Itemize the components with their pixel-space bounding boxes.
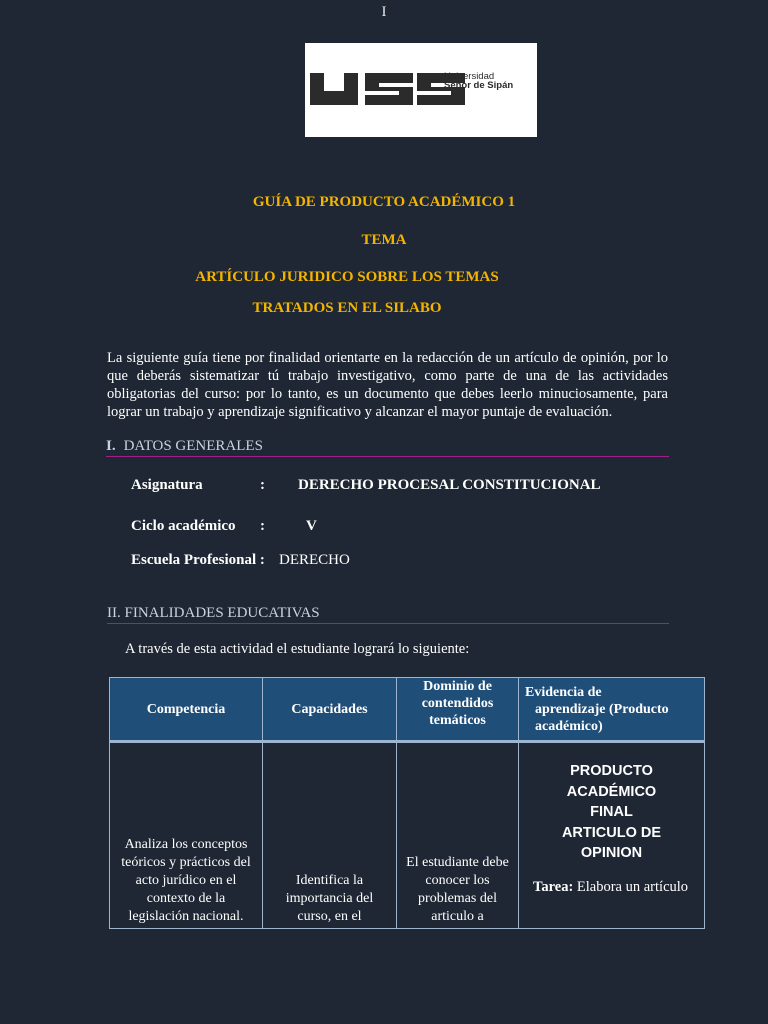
section-title: DATOS GENERALES (123, 438, 263, 454)
section-number: I. (106, 438, 116, 454)
section-datos-generales (106, 438, 669, 457)
intro-paragraph: La siguiente guía tiene por finalidad orientarte en la redacción de un artículo de opinión, por lo que deberás sistematizar tú trabajo investigativo, como parte de una de las actividades obligatorias del curso: por lo tanto, es un documento que debes leerlo minuciosamente, para lograr un trabajo y aprendizaje significativo y alcanzar el mayor puntaje de evaluación. (107, 350, 668, 420)
header-evidencia (519, 678, 705, 742)
header-evidencia-line: académico) (535, 718, 603, 734)
producto-line: OPINION (580, 845, 643, 861)
header-evidencia-line: aprendizaje (Producto (535, 701, 669, 717)
uss-logo-icon (305, 43, 537, 137)
producto-line: PRODUCTO (570, 763, 653, 779)
cell-dominio: El estudiante debe conocer los problemas del articulo a (397, 742, 519, 929)
producto-line: ACADÉMICO (566, 783, 657, 800)
header-dominio-line: temáticos (429, 713, 486, 728)
ciclo-colon: : (260, 518, 265, 534)
header-evidencia-line: Evidencia de (525, 684, 602, 700)
escuela-label: Escuela Profesional : (131, 552, 265, 568)
cell-capacidades: Identifica la importancia del curso, en el (263, 742, 397, 929)
producto-line: ARTICULO DE (561, 824, 662, 841)
logo-line2: Señor de Sipán (444, 80, 514, 91)
header-dominio-line: contendidos (421, 696, 494, 711)
section-number: II. (107, 605, 121, 621)
competencias-table (109, 677, 705, 929)
tema-line-1: ARTÍCULO JURIDICO SOBRE LOS TEMAS (195, 269, 499, 285)
table-header-row (110, 678, 705, 742)
page-number: I (381, 4, 387, 20)
tema-line-2: TRATADOS EN EL SILABO (252, 300, 442, 316)
table-row (110, 742, 705, 929)
ciclo-value: V (306, 518, 317, 534)
ciclo-label: Ciclo académico (131, 518, 236, 534)
escuela-value: DERECHO (279, 552, 350, 568)
asignatura-value: DERECHO PROCESAL CONSTITUCIONAL (298, 477, 601, 493)
producto-line: FINAL (590, 804, 633, 820)
finalidades-note: A través de esta actividad el estudiante logrará lo siguiente: (125, 641, 470, 657)
tarea-line (525, 878, 698, 896)
header-competencia: Competencia (110, 678, 263, 742)
cell-evidencia (519, 742, 705, 929)
header-dominio (397, 678, 519, 742)
header-dominio-line: Dominio de (423, 679, 492, 694)
tarea-text: Elabora un artículo (576, 878, 689, 895)
header-capacidades: Capacidades (263, 678, 397, 742)
section-finalidades (107, 605, 669, 624)
guide-title: GUÍA DE PRODUCTO ACADÉMICO 1 (252, 194, 516, 210)
university-logo (305, 43, 537, 137)
logo-line1: Universidad (444, 71, 495, 82)
cell-competencia: Analiza los conceptos teóricos y prácticos del acto jurídico en el contexto de la legislación nacional. (110, 742, 263, 929)
tema-label: TEMA (361, 232, 407, 248)
tarea-label: Tarea: (533, 878, 574, 895)
section-title: FINALIDADES EDUCATIVAS (124, 605, 320, 621)
asignatura-colon: : (260, 477, 265, 493)
asignatura-label: Asignatura (131, 477, 203, 493)
